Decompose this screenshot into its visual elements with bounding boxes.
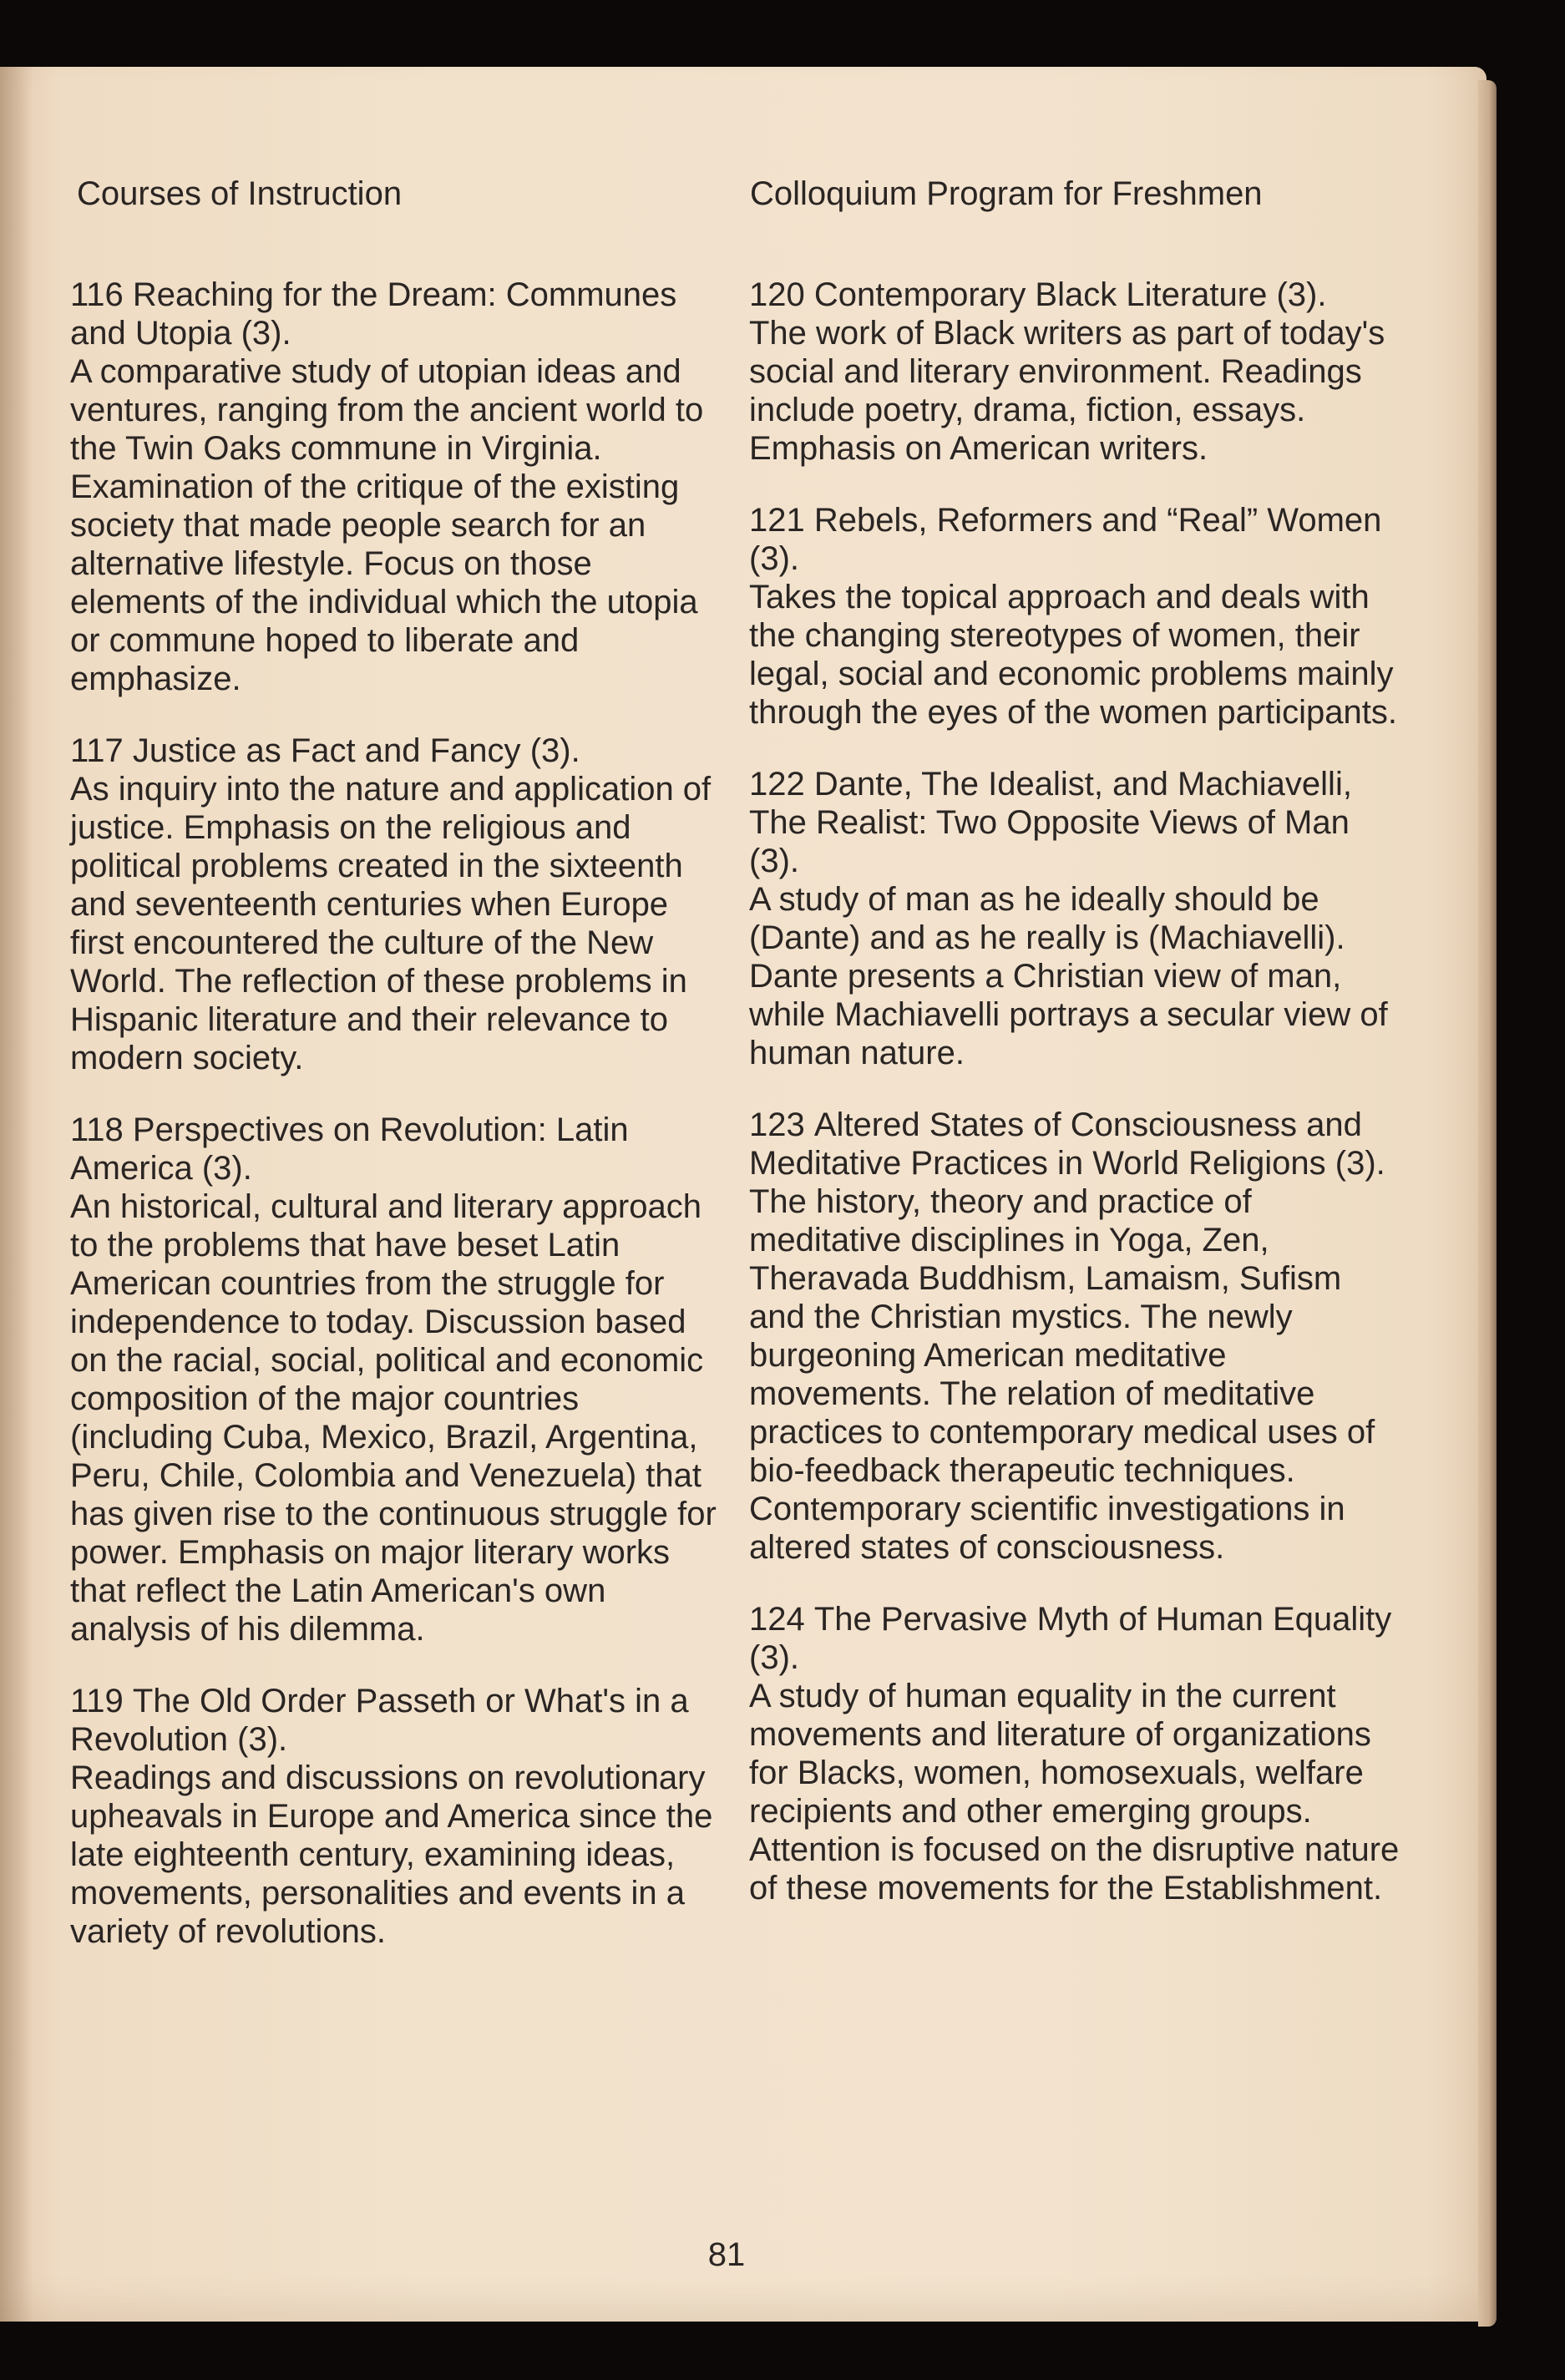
course-title: Altered States of Consciousness and Meditative Practices in World Religions — [749, 1106, 1362, 1182]
course-number: 118 — [70, 1112, 124, 1148]
course-entry — [749, 1106, 1400, 1567]
course-entry — [749, 1600, 1400, 1907]
course-title: Justice as Fact and Fancy — [132, 732, 521, 769]
course-number: 116 — [70, 276, 124, 313]
course-description: A comparative study of utopian ideas and ventures, ranging from the ancient world to the Twin Oaks commune in Virginia. Examination of the critique of the existing society that made people search for an alternative lifestyle. Focus on those elements of the individual which the utopia or commune hoped to liberate and emphasize. — [70, 353, 704, 697]
course-description: A study of human equality in the current movements and literature of organizations for Blacks, women, homosexuals, welfare recipients and other emerging groups. Attention is focused on the disruptive nature of these movements for the Establishment. — [749, 1678, 1400, 1907]
course-credits: (3). — [201, 1150, 252, 1187]
course-title: Perspectives on Revolution: Latin America — [70, 1112, 629, 1187]
course-credits: (3). — [749, 843, 799, 879]
course-description: Takes the topical approach and deals with the changing stereotypes of women, their legal, social and economic problems mainly through the eyes of the women participants. — [749, 579, 1398, 731]
course-entry — [70, 732, 722, 1077]
running-header-left: Courses of Instruction — [77, 175, 403, 212]
course-entry — [749, 276, 1400, 468]
course-entry — [749, 765, 1400, 1072]
course-title: Reaching for the Dream: Communes and Utopia — [70, 276, 677, 352]
course-entry — [70, 276, 722, 698]
gutter-shadow — [0, 67, 33, 2322]
course-number: 119 — [70, 1683, 124, 1719]
course-description: The history, theory and practice of meditative disciplines in Yoga, Zen, Theravada Buddhism, Lamaism, Sufism and the Christian mystics. The newly burgeoning American meditative movements. The relation of meditative practices to contemporary medical uses of bio-feedback therapeutic techniques. Contemporary scientific investigations in altered states of consciousness. — [749, 1183, 1375, 1566]
course-number: 121 — [749, 502, 805, 539]
course-description: A study of man as he ideally should be (Dante) and as he really is (Machiavelli). Dante presents a Christian view of man, while Machiavelli portrays a secular view of human nature. — [749, 881, 1388, 1071]
course-credits: (3). — [237, 1721, 288, 1758]
course-number: 117 — [70, 732, 124, 769]
course-credits: (3). — [749, 1639, 799, 1676]
left-column — [70, 276, 722, 1984]
course-credits: (3). — [1335, 1145, 1385, 1182]
course-number: 123 — [749, 1106, 805, 1143]
course-entry — [749, 501, 1400, 732]
course-description: Readings and discussions on revolutionary upheavals in Europe and America since the late eighteenth century, examining ideas, movements, personalities and events in a variety of revolutions. — [70, 1760, 713, 1950]
course-credits: (3). — [241, 315, 291, 352]
course-description: As inquiry into the nature and application of justice. Emphasis on the religious and political problems created in the sixteenth and seventeenth centuries when Europe first encountered the culture of the New World. The reflection of these problems in Hispanic literature and their relevance to modern society. — [70, 771, 712, 1076]
running-header-right: Colloquium Program for Freshmen — [750, 175, 1263, 212]
course-number: 124 — [749, 1601, 805, 1638]
course-title: Rebels, Reformers and “Real” Women — [813, 502, 1382, 539]
course-credits: (3). — [1276, 276, 1327, 313]
page-edge — [1478, 80, 1497, 2327]
course-title: The Old Order Passeth or What's in a Revolution — [70, 1683, 689, 1758]
course-credits: (3). — [749, 540, 799, 577]
course-number: 122 — [749, 766, 805, 803]
course-credits: (3). — [529, 732, 580, 769]
course-title: The Pervasive Myth of Human Equality — [813, 1601, 1392, 1638]
course-title: Dante, The Idealist, and Machiavelli, The Realist: Two Opposite Views of Man — [749, 766, 1352, 841]
course-title: Contemporary Black Literature — [813, 276, 1268, 313]
course-description: An historical, cultural and literary approach to the problems that have beset Latin American countries from the struggle for independence to today. Discussion based on the racial, social, political and economic composition of the major countries (including Cuba, Mexico, Brazil, Argentina, Peru, Chile, Colombia and Venezuela) that has given rise to the continuous struggle for power. Emphasis on major literary works that reflect the Latin American's own analysis of his dilemma. — [70, 1188, 717, 1648]
course-description: The work of Black writers as part of today's social and literary environment. Readings include poetry, drama, fiction, essays. Emphasis on American writers. — [749, 315, 1385, 467]
page-number: 81 — [707, 2236, 746, 2273]
course-number: 120 — [749, 276, 805, 313]
course-entry — [70, 1682, 722, 1951]
right-column — [749, 276, 1400, 1941]
course-entry — [70, 1111, 722, 1648]
